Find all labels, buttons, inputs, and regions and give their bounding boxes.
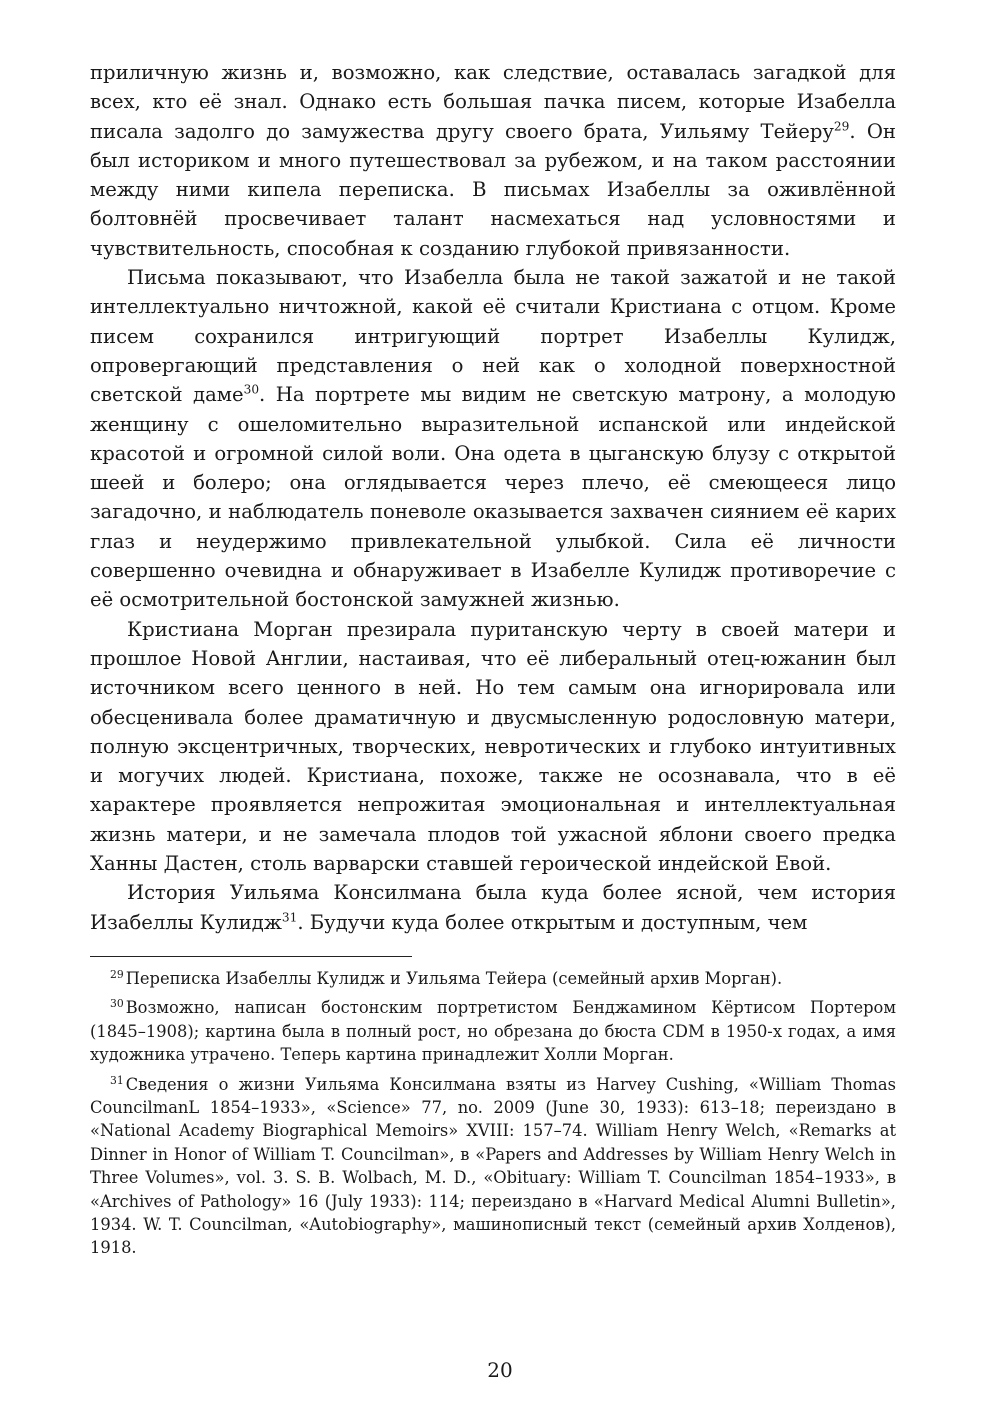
footnote-ref-30[interactable]: 30 xyxy=(243,382,260,397)
footnote-text: Возможно, написан бостонским портретистом Бенджамином Кёртисом Портером (1845–1908); картина была в полный рост, но обрезана до бюста CDM в 1950-х годах, а имя художника утрачено. Теперь картина принадлежит Холли Морган. xyxy=(90,998,896,1065)
paragraph-1-text-a: приличную жизнь и, возможно, как следствие, оставалась загадкой для всех, кто её знал. Однако есть большая пачка писем, которые Изабелла писала задолго до замужества другу своего брата, Уильяму Тейеру xyxy=(90,61,896,143)
footnote-31 xyxy=(90,1073,896,1260)
paragraph-3: Кристиана Морган презирала пуританскую черту в своей матери и прошлое Новой Англии, настаивая, что её либеральный отец-южанин был источником всего ценного в ней. Но тем самым она игнорировала или обесценивала более драматичную и двусмысленную родословную матери, полную эксцентричных, творческих, невротических и глубоко интуитивных и могучих людей. Кристиана, похоже, также не осознавала, что в её характере проявляется непрожитая эмоциональная и интеллектуальная жизнь матери, и не замечала плодов той ужасной яблони своего предка Ханны Дастен, столь варварски ставшей героической индейской Евой. xyxy=(90,617,896,876)
book-page xyxy=(90,58,896,1266)
paragraph-4 xyxy=(90,878,896,937)
paragraph-4-text-a: История Уильяма Консилмана была куда более ясной, чем история Изабеллы Кулидж xyxy=(90,881,896,934)
footnote-divider xyxy=(90,956,412,957)
paragraph-2 xyxy=(90,263,896,615)
main-text xyxy=(90,58,896,937)
footnote-ref-29[interactable]: 29 xyxy=(833,119,850,134)
footnote-30 xyxy=(90,996,896,1066)
paragraph-2-text-a: Письма показывают, что Изабелла была не такой зажатой и не такой интеллектуально ничтожной, какой её считали Кристиана с отцом. Кроме писем сохранился интригующий портрет Изабеллы Кулидж, опровергающий представления о ней как о холодной поверхностной светской даме xyxy=(90,266,896,407)
footnote-text: Сведения о жизни Уильяма Консилмана взяты из Harvey Cushing, «William Thomas CouncilmanL 1854–1933», «Science» 77, no. 2009 (June 30, 1933): 613–18; переиздано в «National Academy Biographical Memoirs» XVIII: 157–74. William Henry Welch, «Remarks at Dinner in Honor of William T. Councilman», в «Papers and Addresses by William Henry Welch in Three Volumes», vol. 3. S. B. Wolbach, M. D., «Obituary: William T. Councilman 1854–1933», в «Archives of Pathology» 16 (July 1933): 114; переиздано в «Harvard Medical Alumni Bulletin», 1934. W. T. Councilman, «Autobiography», машинописный текст (семейный архив Холденов), 1918. xyxy=(90,1074,896,1258)
footnote-text: Переписка Изабеллы Кулидж и Уильяма Тейера (семейный архив Морган). xyxy=(125,968,783,988)
footnote-number: 29 xyxy=(110,968,124,981)
paragraph-2-text-b: . На портрете мы видим не светскую матрону, а молодую женщину с ошеломительно выразительной испанской или индейской красотой и огромной силой воли. Она одета в цыганскую блузу с открытой шеей и болеро; она оглядывается через плечо, её смеющееся лицо загадочно, и наблюдатель поневоле оказывается захвачен сиянием её карих глаз и неудержимо привлекательной улыбкой. Сила её личности совершенно очевидна и обнаруживает в Изабелле Кулидж противоречие с её осмотрительной бостонской замужней жизнью. xyxy=(90,383,896,612)
footnote-number: 31 xyxy=(110,1073,124,1087)
footnotes xyxy=(90,967,896,1260)
footnote-ref-31[interactable]: 31 xyxy=(281,910,298,925)
page-number: 20 xyxy=(487,1358,513,1382)
paragraph-1 xyxy=(90,58,896,263)
footnote-number: 30 xyxy=(110,997,124,1011)
paragraph-4-text-b: . Будучи куда более открытым и доступным, чем xyxy=(297,910,808,934)
paragraph-1-text-b: . Он был историком и много путешествовал за рубежом, и на таком расстоянии между ними кипела переписка. В письмах Изабеллы за оживлённой болтовнёй просвечивает талант насмехаться над условностями и чувствительность, способная к созданию глубокой привязанности. xyxy=(90,119,896,260)
footnote-29 xyxy=(90,967,896,990)
